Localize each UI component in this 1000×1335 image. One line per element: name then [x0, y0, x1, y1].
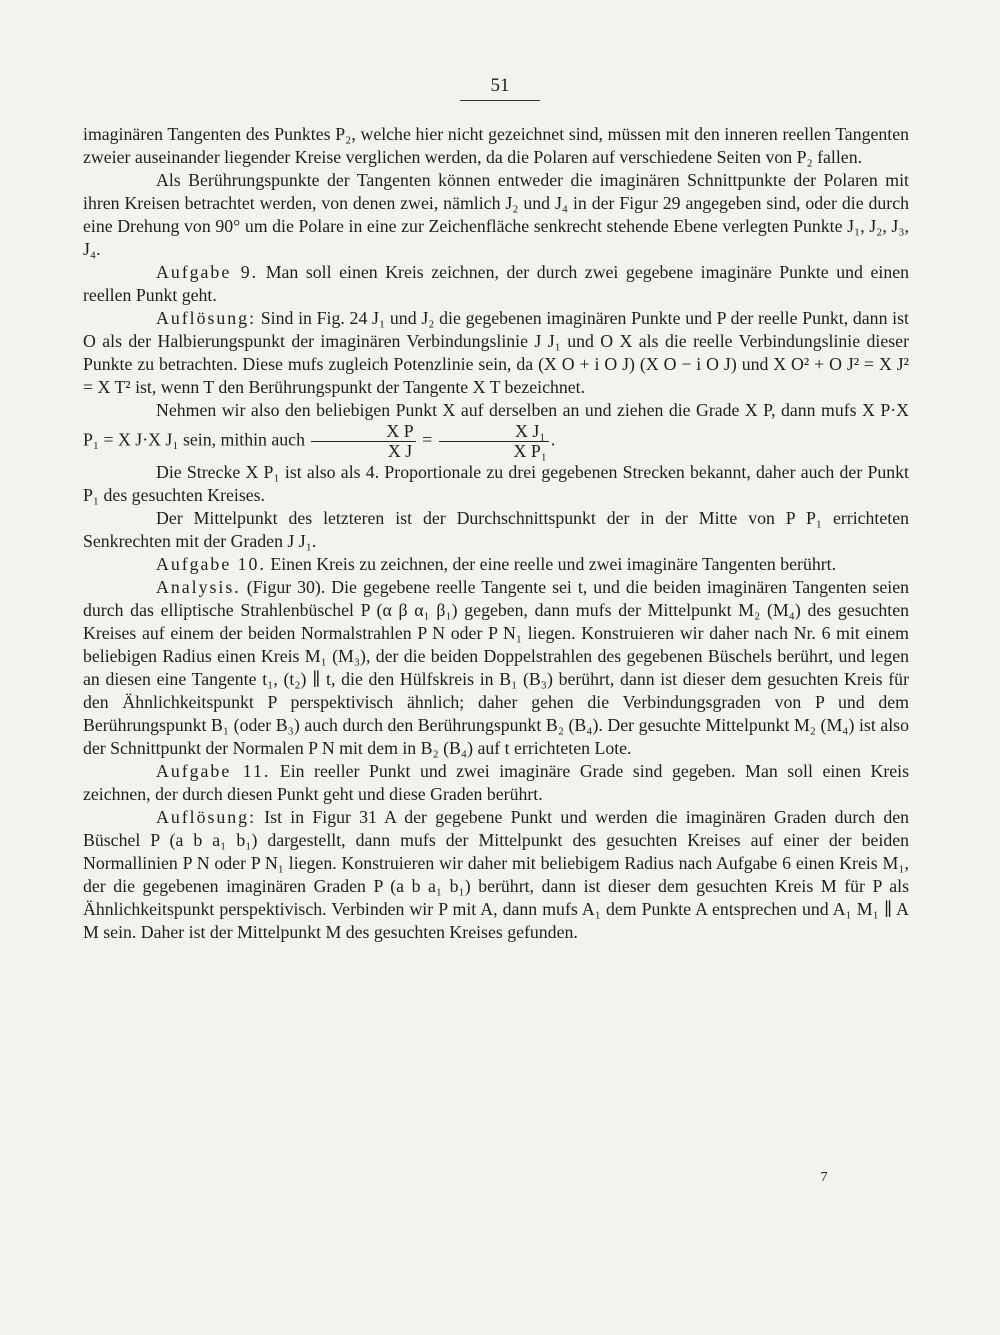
paragraph-8-text: Einen Kreis zu zeichnen, der eine reelle und zwei imaginäre Tangenten berührt.: [270, 554, 837, 574]
formula-end: .: [550, 429, 556, 450]
fraction-1: [311, 422, 415, 461]
lead-aufgabe-11: Aufgabe 11.: [156, 761, 271, 781]
equals-sign: =: [422, 429, 433, 450]
paragraph-5-text: Nehmen wir also den beliebigen Punkt X auf derselben an und ziehen die Grade X P, dann mufs X P·X P₁ = X J·X J₁ sein, mithin auch: [83, 400, 909, 450]
fraction-2-denominator: X P₁: [513, 441, 547, 461]
header-rule: [460, 100, 540, 101]
paragraph-10: [83, 760, 909, 806]
fraction-1-numerator: X P: [311, 422, 415, 442]
page-number: 51: [490, 75, 510, 96]
paragraph-3-text: Man soll einen Kreis zeichnen, der durch zwei gegebene imaginäre Punkte und einen reellen Punkt geht.: [83, 262, 909, 305]
lead-analysis: Analysis.: [156, 577, 241, 597]
paragraph-9-text: (Figur 30). Die gegebene reelle Tangente sei t, und die beiden imaginären Tangenten seien durch das elliptische Strahlenbüschel P (α β α₁ β₁) gegeben, dann mufs der Mittelpunkt M₂ (M₄) des gesuchten Kreises auf einem der beiden Normalstrahlen P N oder P N₁ liegen. Konstruieren wir daher nach Nr. 6 mit einem beliebigen Radius einen Kreis M₁ (M₃), der die beiden Doppelstrahlen des gegebenen Büschels berührt, und legen an diesen eine Tangente t₁, (t₂) ∥ t, die den Hülfskreis in B₁ (B₃) berührt, dann ist dieser dem gesuchten Kreis für den Ähnlichkeitspunkt P perspektivisch ähnlich; daher gehen die Verbindungsgraden von P und dem Berührungspunkt B₁ (oder B₃) auch durch den Berührungspunkt B₂ (B₄). Der gesuchte Mittelpunkt M₂ (M₄) ist also der Schnittpunkt der Normalen P N mit dem in B₂ (B₄) auf t errichteten Lote.: [83, 577, 909, 758]
paragraph-3: [83, 261, 909, 307]
paragraph-11-text: Ist in Figur 31 A der gegebene Punkt und werden die imaginären Graden durch den Büschel P (a b a₁ b₁) dargestellt, dann mufs der Mittelpunkt des gesuchten Kreises auf einer der beiden Normallinien P N oder P N₁ liegen. Konstruieren wir daher mit beliebigem Radius nach Aufgabe 6 einen Kreis M₁, der die gegebenen imaginären Graden P (a b a₁ b₁) berührt, dann ist dieser dem gesuchten Kreis M für P als Ähnlichkeitspunkt perspektivisch. Verbinden wir P mit A, dann mufs A₁ dem Punkte A entsprechen und A₁ M₁ ∥ A M sein. Daher ist der Mittelpunkt M des gesuchten Kreises gefunden.: [83, 807, 909, 942]
lead-aufloesung-2: Auflösung:: [156, 807, 257, 827]
lead-aufgabe-10: Aufgabe 10.: [156, 554, 266, 574]
paragraph-7: Der Mittelpunkt des letzteren ist der Durchschnittspunkt der in der Mitte von P P₁ errichteten Senkrechten mit der Graden J J₁.: [83, 508, 909, 551]
lead-aufloesung-1: Auflösung:: [156, 308, 257, 328]
paragraph-10-text: Ein reeller Punkt und zwei imaginäre Grade sind gegeben. Man soll einen Kreis zeichnen, der durch diesen Punkt geht und diese Graden berührt.: [83, 761, 909, 804]
paragraph-4: [83, 307, 909, 399]
fraction-1-denominator: X J: [387, 441, 413, 461]
paragraph-5: [83, 399, 909, 461]
paragraph-2: Als Berührungspunkte der Tangenten können entweder die imaginären Schnittpunkte der Polaren mit ihren Kreisen betrachtet werden, von denen zwei, nämlich J₂ und J₄ in der Figur 29 angegeben sind, oder die durch eine Drehung von 90° um die Polare in eine zur Zeichenfläche senkrecht stehende Ebene verlegten Punkte J₁, J₂, J₃, J₄.: [83, 170, 909, 259]
fraction-2: [439, 422, 549, 461]
paragraph-11: [83, 806, 909, 944]
paragraph-1: imaginären Tangenten des Punktes P₂, welche hier nicht gezeichnet sind, müssen mit den inneren reellen Tangenten zweier auseinander liegender Kreise verglichen werden, da die Polaren auf verschiedene Seiten von P₂ fallen.: [83, 124, 909, 167]
paragraph-6: Die Strecke X P₁ ist also als 4. Proportionale zu drei gegebenen Strecken bekannt, daher auch der Punkt P₁ des gesuchten Kreises.: [83, 462, 909, 505]
paragraph-4-text: Sind in Fig. 24 J₁ und J₂ die gegebenen imaginären Punkte und P der reelle Punkt, dann ist O als der Halbierungspunkt der imaginären Verbindungslinie J J₁ und O X als die reelle Verbindungslinie dieser Punkte zu betrachten. Diese mufs zugleich Potenzlinie sein, da (X O + i O J) (X O − i O J) und X O² + O J² = X J² = X T² ist, wenn T den Berührungspunkt der Tangente X T bezeichnet.: [83, 308, 909, 397]
body-text: [83, 123, 909, 944]
sheet-number: 7: [820, 1170, 828, 1185]
paragraph-8: [83, 553, 909, 576]
fraction-2-numerator: X J₁: [439, 422, 549, 442]
paragraph-9: [83, 576, 909, 760]
lead-aufgabe-9: Aufgabe 9.: [156, 262, 259, 282]
